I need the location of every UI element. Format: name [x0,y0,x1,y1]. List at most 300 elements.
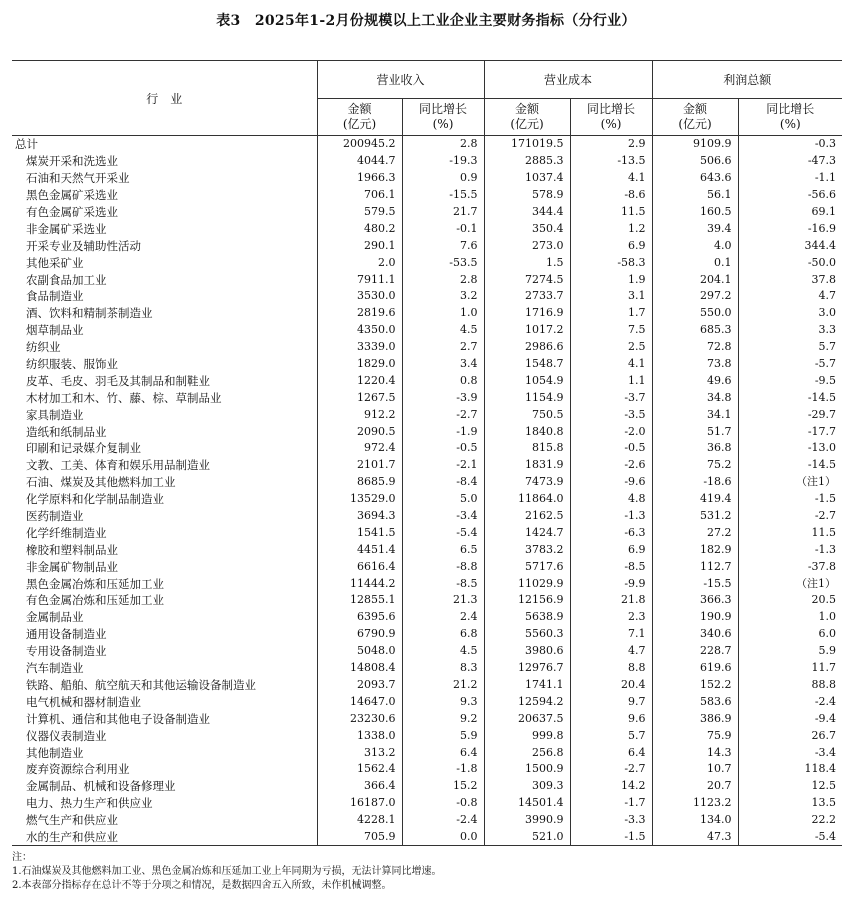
cost-amount-cell: 344.4 [484,204,570,221]
industry-name-cell: 石油、煤炭及其他燃料加工业 [26,475,176,490]
revenue-amount-cell: 11444.2 [317,575,402,592]
table-body [12,136,842,846]
revenue-amount-cell: 366.4 [317,778,402,795]
cost-growth-cell: -1.3 [570,508,652,525]
cost-growth-cell: 4.8 [570,491,652,508]
profit-amount-cell: 340.6 [652,626,738,643]
profit-amount-cell: 14.3 [652,744,738,761]
revenue-amount-cell: 2101.7 [317,457,402,474]
revenue-amount-cell: 6395.6 [317,609,402,626]
profit-amount-cell: 56.1 [652,187,738,204]
cost-growth-cell: -3.7 [570,389,652,406]
profit-growth-cell: 1.0 [738,609,842,626]
subheader-amount [484,99,570,136]
profit-growth-cell: -1.1 [738,170,842,187]
revenue-growth-cell: -3.9 [402,389,484,406]
cost-growth-cell: 8.8 [570,660,652,677]
table-notes [12,851,442,893]
cost-growth-cell: 1.2 [570,220,652,237]
amount-label: 金额 [515,102,540,116]
profit-growth-cell: -17.7 [738,423,842,440]
table-row [12,220,842,237]
profit-amount-cell: 204.1 [652,271,738,288]
revenue-growth-cell: -0.1 [402,220,484,237]
table-row [12,812,842,829]
cost-growth-cell: 6.4 [570,744,652,761]
revenue-amount-cell: 480.2 [317,220,402,237]
amount-unit: (亿元) [678,117,712,131]
profit-amount-cell: 9109.9 [652,136,738,153]
industry-name-cell: 烟草制品业 [26,323,84,338]
revenue-growth-cell: 2.7 [402,339,484,356]
table-row [12,660,842,677]
cost-growth-cell: -58.3 [570,254,652,271]
cost-growth-cell: 9.6 [570,710,652,727]
profit-growth-cell: -14.5 [738,457,842,474]
revenue-growth-cell: -2.4 [402,812,484,829]
cost-amount-cell: 12976.7 [484,660,570,677]
growth-label: 同比增长 [766,102,815,116]
table-row [12,592,842,609]
profit-amount-cell: 134.0 [652,812,738,829]
revenue-growth-cell: 5.9 [402,727,484,744]
profit-amount-cell: 34.8 [652,389,738,406]
profit-growth-cell: -1.3 [738,541,842,558]
revenue-amount-cell: 579.5 [317,204,402,221]
industry-name-cell: 非金属矿物制品业 [26,559,118,574]
table-row [12,372,842,389]
amount-unit: (亿元) [342,117,377,131]
cost-growth-cell: -3.3 [570,812,652,829]
revenue-amount-cell: 23230.6 [317,710,402,727]
cost-growth-cell: 11.5 [570,204,652,221]
cost-amount-cell: 1548.7 [484,356,570,373]
revenue-growth-cell: 21.2 [402,677,484,694]
table-row [12,744,842,761]
profit-amount-cell: 182.9 [652,541,738,558]
table-row [12,389,842,406]
revenue-amount-cell: 1220.4 [317,372,402,389]
revenue-amount-cell: 1338.0 [317,727,402,744]
table-row [12,643,842,660]
table-row [12,254,842,271]
industry-name-cell: 造纸和纸制品业 [26,424,107,439]
table-title: 表3 2025年1-2月份规模以上工业企业主要财务指标（分行业） [216,13,636,29]
revenue-amount-cell: 2.0 [317,254,402,271]
table-row [12,524,842,541]
revenue-growth-cell: 2.8 [402,271,484,288]
profit-amount-cell: 34.1 [652,406,738,423]
cost-growth-cell: 2.9 [570,136,652,153]
profit-amount-cell: 152.2 [652,677,738,694]
revenue-amount-cell: 8685.9 [317,474,402,491]
table-row [12,491,842,508]
cost-growth-cell: -9.9 [570,575,652,592]
profit-growth-cell: -50.0 [738,254,842,271]
profit-amount-cell: 75.2 [652,457,738,474]
amount-label: 金额 [347,102,372,116]
cost-amount-cell: 578.9 [484,187,570,204]
revenue-growth-cell: 3.4 [402,356,484,373]
profit-growth-cell: -0.3 [738,136,842,153]
industry-name-cell: 农副食品加工业 [26,272,107,287]
growth-label: 同比增长 [587,102,636,116]
growth-label: 同比增长 [419,102,468,116]
revenue-amount-cell: 912.2 [317,406,402,423]
revenue-growth-cell: -5.4 [402,524,484,541]
profit-growth-cell: 69.1 [738,204,842,221]
table-row [12,626,842,643]
profit-growth-cell: -5.4 [738,829,842,846]
profit-growth-cell: -37.8 [738,558,842,575]
profit-growth-cell: -9.4 [738,710,842,727]
cost-growth-cell: 5.7 [570,727,652,744]
cost-growth-cell: 4.1 [570,356,652,373]
profit-growth-cell: 12.5 [738,778,842,795]
profit-growth-cell: -14.5 [738,389,842,406]
industry-name-cell: 非金属矿采选业 [26,221,107,236]
cost-amount-cell: 5717.6 [484,558,570,575]
profit-growth-cell: 3.0 [738,305,842,322]
revenue-amount-cell: 14808.4 [317,660,402,677]
cost-amount-cell: 12156.9 [484,592,570,609]
profit-amount-cell: 228.7 [652,643,738,660]
profit-growth-cell: -47.3 [738,153,842,170]
revenue-amount-cell: 1267.5 [317,389,402,406]
revenue-amount-cell: 5048.0 [317,643,402,660]
financial-table-frame [12,60,842,846]
cost-amount-cell: 20637.5 [484,710,570,727]
profit-amount-cell: 386.9 [652,710,738,727]
table-row [12,727,842,744]
cost-amount-cell: 12594.2 [484,693,570,710]
table-row [12,322,842,339]
cost-amount-cell: 1741.1 [484,677,570,694]
revenue-amount-cell: 3339.0 [317,339,402,356]
notes-label: 注： [12,852,32,863]
cost-amount-cell: 7473.9 [484,474,570,491]
revenue-amount-cell: 706.1 [317,187,402,204]
cost-growth-cell: -9.6 [570,474,652,491]
profit-growth-cell: -13.0 [738,440,842,457]
revenue-amount-cell: 16187.0 [317,795,402,812]
industry-name-cell: 食品制造业 [26,289,84,304]
profit-growth-cell: 6.0 [738,626,842,643]
subheader-growth [570,99,652,136]
cost-amount-cell: 521.0 [484,829,570,846]
cost-growth-cell: -0.5 [570,440,652,457]
amount-label: 金额 [683,102,708,116]
profit-amount-cell: 112.7 [652,558,738,575]
revenue-growth-cell: 21.3 [402,592,484,609]
cost-amount-cell: 2986.6 [484,339,570,356]
industry-name-cell: 纺织业 [26,340,61,355]
revenue-amount-cell: 290.1 [317,237,402,254]
industry-name-cell: 金属制品业 [26,610,84,625]
cost-amount-cell: 11864.0 [484,491,570,508]
revenue-amount-cell: 4228.1 [317,812,402,829]
industry-name-cell: 通用设备制造业 [26,627,107,642]
profit-amount-cell: 36.8 [652,440,738,457]
profit-growth-cell: 37.8 [738,271,842,288]
table-row [12,406,842,423]
cost-amount-cell: 7274.5 [484,271,570,288]
cost-growth-cell: 2.3 [570,609,652,626]
table-row [12,693,842,710]
cost-amount-cell: 3990.9 [484,812,570,829]
profit-growth-cell: -2.4 [738,693,842,710]
industry-name-cell: 黑色金属矿采选业 [26,188,118,203]
cost-amount-cell: 309.3 [484,778,570,795]
cost-amount-cell: 171019.5 [484,136,570,153]
industry-name-cell: 橡胶和塑料制品业 [26,542,118,557]
table-row [12,508,842,525]
revenue-growth-cell: 8.3 [402,660,484,677]
profit-growth-cell: 11.7 [738,660,842,677]
profit-amount-cell: 366.3 [652,592,738,609]
revenue-amount-cell: 1966.3 [317,170,402,187]
revenue-amount-cell: 2090.5 [317,423,402,440]
cost-amount-cell: 2733.7 [484,288,570,305]
profit-amount-cell: 27.2 [652,524,738,541]
table-row [12,474,842,491]
profit-amount-cell: 506.6 [652,153,738,170]
cost-amount-cell: 1054.9 [484,372,570,389]
table-row [12,271,842,288]
cost-growth-cell: 14.2 [570,778,652,795]
revenue-growth-cell: -8.4 [402,474,484,491]
industry-name-cell: 铁路、船舶、航空航天和其他运输设备制造业 [26,677,256,692]
revenue-amount-cell: 14647.0 [317,693,402,710]
profit-amount-cell: 20.7 [652,778,738,795]
industry-name-cell: 汽车制造业 [26,661,84,676]
table-row [12,153,842,170]
group-header-revenue: 营业收入 [317,61,484,99]
table-row [12,761,842,778]
industry-name-cell: 废弃资源综合利用业 [26,762,130,777]
table-row [12,288,842,305]
cost-amount-cell: 1017.2 [484,322,570,339]
cost-growth-cell: -6.3 [570,524,652,541]
industry-name-cell: 化学原料和化学制品制造业 [26,492,164,507]
cost-amount-cell: 11029.9 [484,575,570,592]
profit-growth-cell: （注1） [738,575,842,592]
profit-growth-cell: -16.9 [738,220,842,237]
revenue-amount-cell: 3530.0 [317,288,402,305]
profit-amount-cell: 550.0 [652,305,738,322]
cost-growth-cell: 4.7 [570,643,652,660]
growth-unit: (%) [779,117,801,131]
group-header-profit: 利润总额 [652,61,842,99]
growth-unit: (%) [432,117,454,131]
cost-amount-cell: 750.5 [484,406,570,423]
revenue-growth-cell: 0.9 [402,170,484,187]
cost-growth-cell: 1.7 [570,305,652,322]
revenue-amount-cell: 705.9 [317,829,402,846]
subheader-growth [402,99,484,136]
note-item: 1.石油煤炭及其他燃料加工业、黑色金属冶炼和压延加工业上年同期为亏损，无法计算同比增速。 [12,866,442,877]
revenue-growth-cell: 4.5 [402,643,484,660]
profit-growth-cell: 88.8 [738,677,842,694]
profit-amount-cell: 0.1 [652,254,738,271]
profit-amount-cell: 619.6 [652,660,738,677]
table-row [12,541,842,558]
revenue-growth-cell: 0.0 [402,829,484,846]
revenue-amount-cell: 4350.0 [317,322,402,339]
revenue-amount-cell: 313.2 [317,744,402,761]
industry-name-cell: 开采专业及辅助性活动 [26,238,141,253]
industry-name-cell: 石油和天然气开采业 [26,171,130,186]
revenue-growth-cell: -3.4 [402,508,484,525]
revenue-growth-cell: 4.5 [402,322,484,339]
table-row [12,609,842,626]
industry-name-cell: 其他制造业 [26,745,84,760]
cost-growth-cell: 20.4 [570,677,652,694]
revenue-growth-cell: 6.4 [402,744,484,761]
growth-unit: (%) [600,117,622,131]
industry-name-cell: 其他采矿业 [26,255,84,270]
profit-amount-cell: -18.6 [652,474,738,491]
revenue-growth-cell: 3.2 [402,288,484,305]
revenue-amount-cell: 2819.6 [317,305,402,322]
industry-name-cell: 黑色金属冶炼和压延加工业 [26,576,164,591]
profit-growth-cell: -9.5 [738,372,842,389]
profit-amount-cell: 49.6 [652,372,738,389]
profit-growth-cell: 118.4 [738,761,842,778]
cost-growth-cell: 2.5 [570,339,652,356]
industry-name-cell: 家具制造业 [26,407,84,422]
profit-growth-cell: 20.5 [738,592,842,609]
industry-name-cell: 印刷和记录媒介复制业 [26,441,141,456]
revenue-growth-cell: -8.8 [402,558,484,575]
profit-amount-cell: 4.0 [652,237,738,254]
revenue-amount-cell: 4451.4 [317,541,402,558]
profit-amount-cell: 419.4 [652,491,738,508]
profit-growth-cell: 26.7 [738,727,842,744]
table-row [12,457,842,474]
revenue-growth-cell: -2.7 [402,406,484,423]
cost-growth-cell: -8.6 [570,187,652,204]
table-row [12,187,842,204]
revenue-growth-cell: 7.6 [402,237,484,254]
cost-growth-cell: -8.5 [570,558,652,575]
profit-amount-cell: 1123.2 [652,795,738,812]
cost-growth-cell: 6.9 [570,237,652,254]
cost-amount-cell: 256.8 [484,744,570,761]
cost-amount-cell: 14501.4 [484,795,570,812]
cost-amount-cell: 2162.5 [484,508,570,525]
revenue-growth-cell: -15.5 [402,187,484,204]
cost-amount-cell: 1840.8 [484,423,570,440]
revenue-growth-cell: -0.8 [402,795,484,812]
profit-growth-cell: （注1） [738,474,842,491]
table-row [12,204,842,221]
note-item: 2.本表部分指标存在总计不等于分项之和情况，是数据四舍五入所致，未作机械调整。 [12,880,392,891]
profit-growth-cell: 4.7 [738,288,842,305]
industry-name-cell: 纺织服装、服饰业 [26,357,118,372]
revenue-amount-cell: 4044.7 [317,153,402,170]
revenue-amount-cell: 1541.5 [317,524,402,541]
industry-name-cell: 专用设备制造业 [26,644,107,659]
revenue-growth-cell: 2.8 [402,136,484,153]
revenue-amount-cell: 12855.1 [317,592,402,609]
cost-growth-cell: 1.9 [570,271,652,288]
profit-amount-cell: 51.7 [652,423,738,440]
revenue-amount-cell: 7911.1 [317,271,402,288]
industry-name-cell: 皮革、毛皮、羽毛及其制品和制鞋业 [26,373,210,388]
revenue-amount-cell: 6616.4 [317,558,402,575]
profit-amount-cell: 75.9 [652,727,738,744]
industry-name-cell: 金属制品、机械和设备修理业 [26,779,176,794]
cost-amount-cell: 2885.3 [484,153,570,170]
industry-name-cell: 电力、热力生产和供应业 [26,796,153,811]
revenue-growth-cell: -1.9 [402,423,484,440]
cost-amount-cell: 1716.9 [484,305,570,322]
industry-name-cell: 仪器仪表制造业 [26,728,107,743]
industry-name-cell: 有色金属矿采选业 [26,205,118,219]
revenue-growth-cell: 15.2 [402,778,484,795]
cost-growth-cell: 1.1 [570,372,652,389]
revenue-growth-cell: 9.2 [402,710,484,727]
cost-amount-cell: 3783.2 [484,541,570,558]
profit-growth-cell: 11.5 [738,524,842,541]
table-row [12,237,842,254]
cost-amount-cell: 1831.9 [484,457,570,474]
profit-growth-cell: -1.5 [738,491,842,508]
cost-growth-cell: 4.1 [570,170,652,187]
revenue-amount-cell: 972.4 [317,440,402,457]
cost-amount-cell: 350.4 [484,220,570,237]
group-header-cost: 营业成本 [484,61,652,99]
table-row [12,778,842,795]
profit-amount-cell: 531.2 [652,508,738,525]
cost-growth-cell: -1.5 [570,829,652,846]
profit-growth-cell: -56.6 [738,187,842,204]
industry-name-cell: 化学纤维制造业 [26,525,107,540]
cost-amount-cell: 1.5 [484,254,570,271]
revenue-growth-cell: 2.4 [402,609,484,626]
profit-growth-cell: 13.5 [738,795,842,812]
cost-amount-cell: 273.0 [484,237,570,254]
table-row [12,423,842,440]
industry-name-cell: 酒、饮料和精制茶制造业 [26,306,153,321]
cost-growth-cell: 9.7 [570,693,652,710]
profit-amount-cell: 583.6 [652,693,738,710]
profit-amount-cell: 643.6 [652,170,738,187]
subheader-amount [317,99,402,136]
cost-growth-cell: -13.5 [570,153,652,170]
revenue-amount-cell: 1562.4 [317,761,402,778]
table-row [12,795,842,812]
profit-growth-cell: -3.4 [738,744,842,761]
subheader-growth [738,99,842,136]
cost-amount-cell: 5560.3 [484,626,570,643]
profit-growth-cell: -29.7 [738,406,842,423]
revenue-amount-cell: 3694.3 [317,508,402,525]
industry-name-cell: 煤炭开采和洗选业 [26,154,118,169]
table-row [12,677,842,694]
industry-name-cell: 木材加工和木、竹、藤、棕、草制品业 [26,390,222,405]
profit-growth-cell: -2.7 [738,508,842,525]
profit-growth-cell: 3.3 [738,322,842,339]
cost-growth-cell: 7.5 [570,322,652,339]
revenue-amount-cell: 2093.7 [317,677,402,694]
table-row [12,575,842,592]
revenue-growth-cell: 1.0 [402,305,484,322]
revenue-growth-cell: -8.5 [402,575,484,592]
revenue-amount-cell: 1829.0 [317,356,402,373]
cost-amount-cell: 5638.9 [484,609,570,626]
